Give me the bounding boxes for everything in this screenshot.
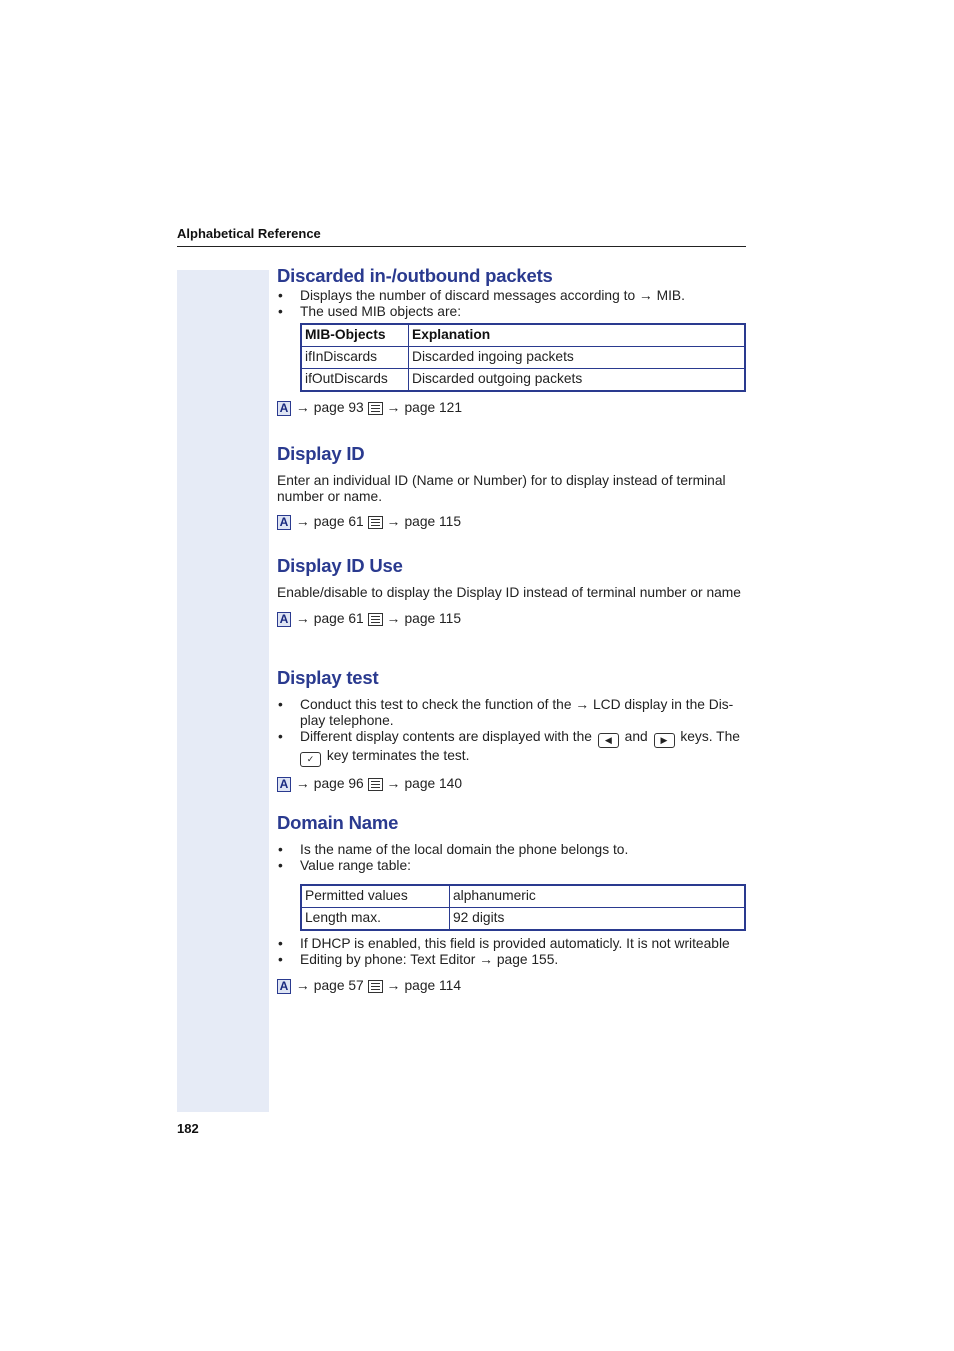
header-rule [177, 246, 746, 247]
admin-icon: A [277, 515, 291, 530]
arrow-icon: → [386, 400, 401, 415]
table-cell: Discarded ingoing packets [409, 347, 746, 369]
right-key-icon: ▶ [654, 733, 675, 748]
list-item-text: Different display contents are displayed with the [300, 729, 592, 744]
web-interface-icon [368, 778, 383, 791]
sidebar-column [177, 270, 269, 1112]
web-interface-icon [368, 516, 383, 529]
bullet-list [277, 288, 746, 320]
page-reference [277, 399, 746, 417]
running-title: Alphabetical Reference [177, 226, 321, 241]
admin-page-link[interactable]: page 61 [313, 611, 364, 626]
section-title: Discarded in-/outbound packets [277, 265, 553, 286]
column-header: MIB-Objects [301, 324, 409, 347]
bullet-list [277, 842, 746, 874]
table-cell: Length max. [301, 908, 450, 931]
bullet-list [277, 697, 746, 767]
list-item: • Value range table: [277, 858, 746, 874]
list-item: • Is the name of the local domain the phone belongs to. [277, 842, 746, 858]
table-cell: Permitted values [301, 885, 450, 908]
table-row [301, 347, 745, 369]
arrow-icon: → [296, 611, 310, 626]
admin-page-link[interactable]: page 57 [313, 978, 364, 993]
table-header-row [301, 324, 745, 347]
page-reference [277, 610, 746, 628]
table-cell: ifInDiscards [301, 347, 409, 369]
list-item-text: key terminates the test. [326, 748, 470, 763]
bullet-list [277, 936, 746, 968]
admin-page-link[interactable]: page 96 [313, 776, 364, 791]
list-item [277, 729, 746, 767]
table-row [301, 908, 745, 931]
list-item: • Editing by phone: Text Editor → page 155. [277, 952, 746, 968]
list-item: • The used MIB objects are: [277, 304, 746, 320]
table-cell: 92 digits [450, 908, 746, 931]
arrow-icon: → [386, 611, 401, 626]
section-body: Enter an individual ID (Name or Number) for to display instead of terminal number or name. [277, 473, 726, 504]
arrow-icon: → [296, 978, 310, 993]
column-header: Explanation [409, 324, 746, 347]
section-title: Domain Name [277, 812, 399, 833]
table-cell: ifOutDiscards [301, 369, 409, 392]
arrow-icon: → [296, 514, 310, 529]
list-item: • Displays the number of discard messages according to → MIB. [277, 288, 746, 304]
table-row [301, 885, 745, 908]
admin-icon: A [277, 401, 291, 416]
arrow-icon: → [386, 978, 401, 993]
web-interface-icon [368, 402, 383, 415]
mib-objects-table [300, 323, 746, 392]
section-discarded-packets [277, 264, 746, 417]
list-item: • If DHCP is enabled, this field is provided automaticly. It is not writeable [277, 936, 746, 952]
section-display-id-use [277, 554, 746, 628]
section-display-id [277, 442, 746, 531]
arrow-icon: → [296, 400, 310, 415]
arrow-icon: → [386, 776, 401, 791]
web-page-link[interactable]: page 114 [404, 978, 461, 993]
left-key-icon: ◀ [598, 733, 619, 748]
section-body: Enable/disable to display the Display ID instead of terminal number or name [277, 585, 741, 600]
section-title: Display ID Use [277, 555, 403, 576]
arrow-icon: → [296, 776, 310, 791]
page-reference [277, 977, 746, 995]
web-page-link[interactable]: page 121 [404, 400, 463, 415]
web-page-link[interactable]: page 115 [404, 611, 461, 626]
web-page-link[interactable]: page 115 [404, 514, 461, 529]
section-display-test [277, 666, 746, 793]
page-reference [277, 775, 746, 793]
list-item: • Conduct this test to check the function of the → LCD display in the Dis-play telephone. [277, 697, 746, 729]
admin-icon: A [277, 979, 291, 994]
web-interface-icon [368, 613, 383, 626]
page-reference [277, 513, 746, 531]
arrow-icon: → [386, 514, 401, 529]
admin-page-link[interactable]: page 61 [313, 514, 364, 529]
section-domain-name [277, 811, 746, 995]
page-number: 182 [177, 1121, 199, 1136]
admin-page-link[interactable]: page 93 [313, 400, 364, 415]
list-item-text: and [624, 729, 648, 744]
web-page-link[interactable]: page 140 [404, 776, 463, 791]
section-title: Display ID [277, 443, 365, 464]
ok-key-icon: ✓ [300, 752, 321, 767]
section-title: Display test [277, 667, 379, 688]
table-cell: Discarded outgoing packets [409, 369, 746, 392]
admin-icon: A [277, 612, 291, 627]
admin-icon: A [277, 777, 291, 792]
value-range-table [300, 884, 746, 931]
web-interface-icon [368, 980, 383, 993]
table-cell: alphanumeric [450, 885, 746, 908]
list-item-text: keys. The [680, 729, 740, 744]
table-row [301, 369, 745, 392]
